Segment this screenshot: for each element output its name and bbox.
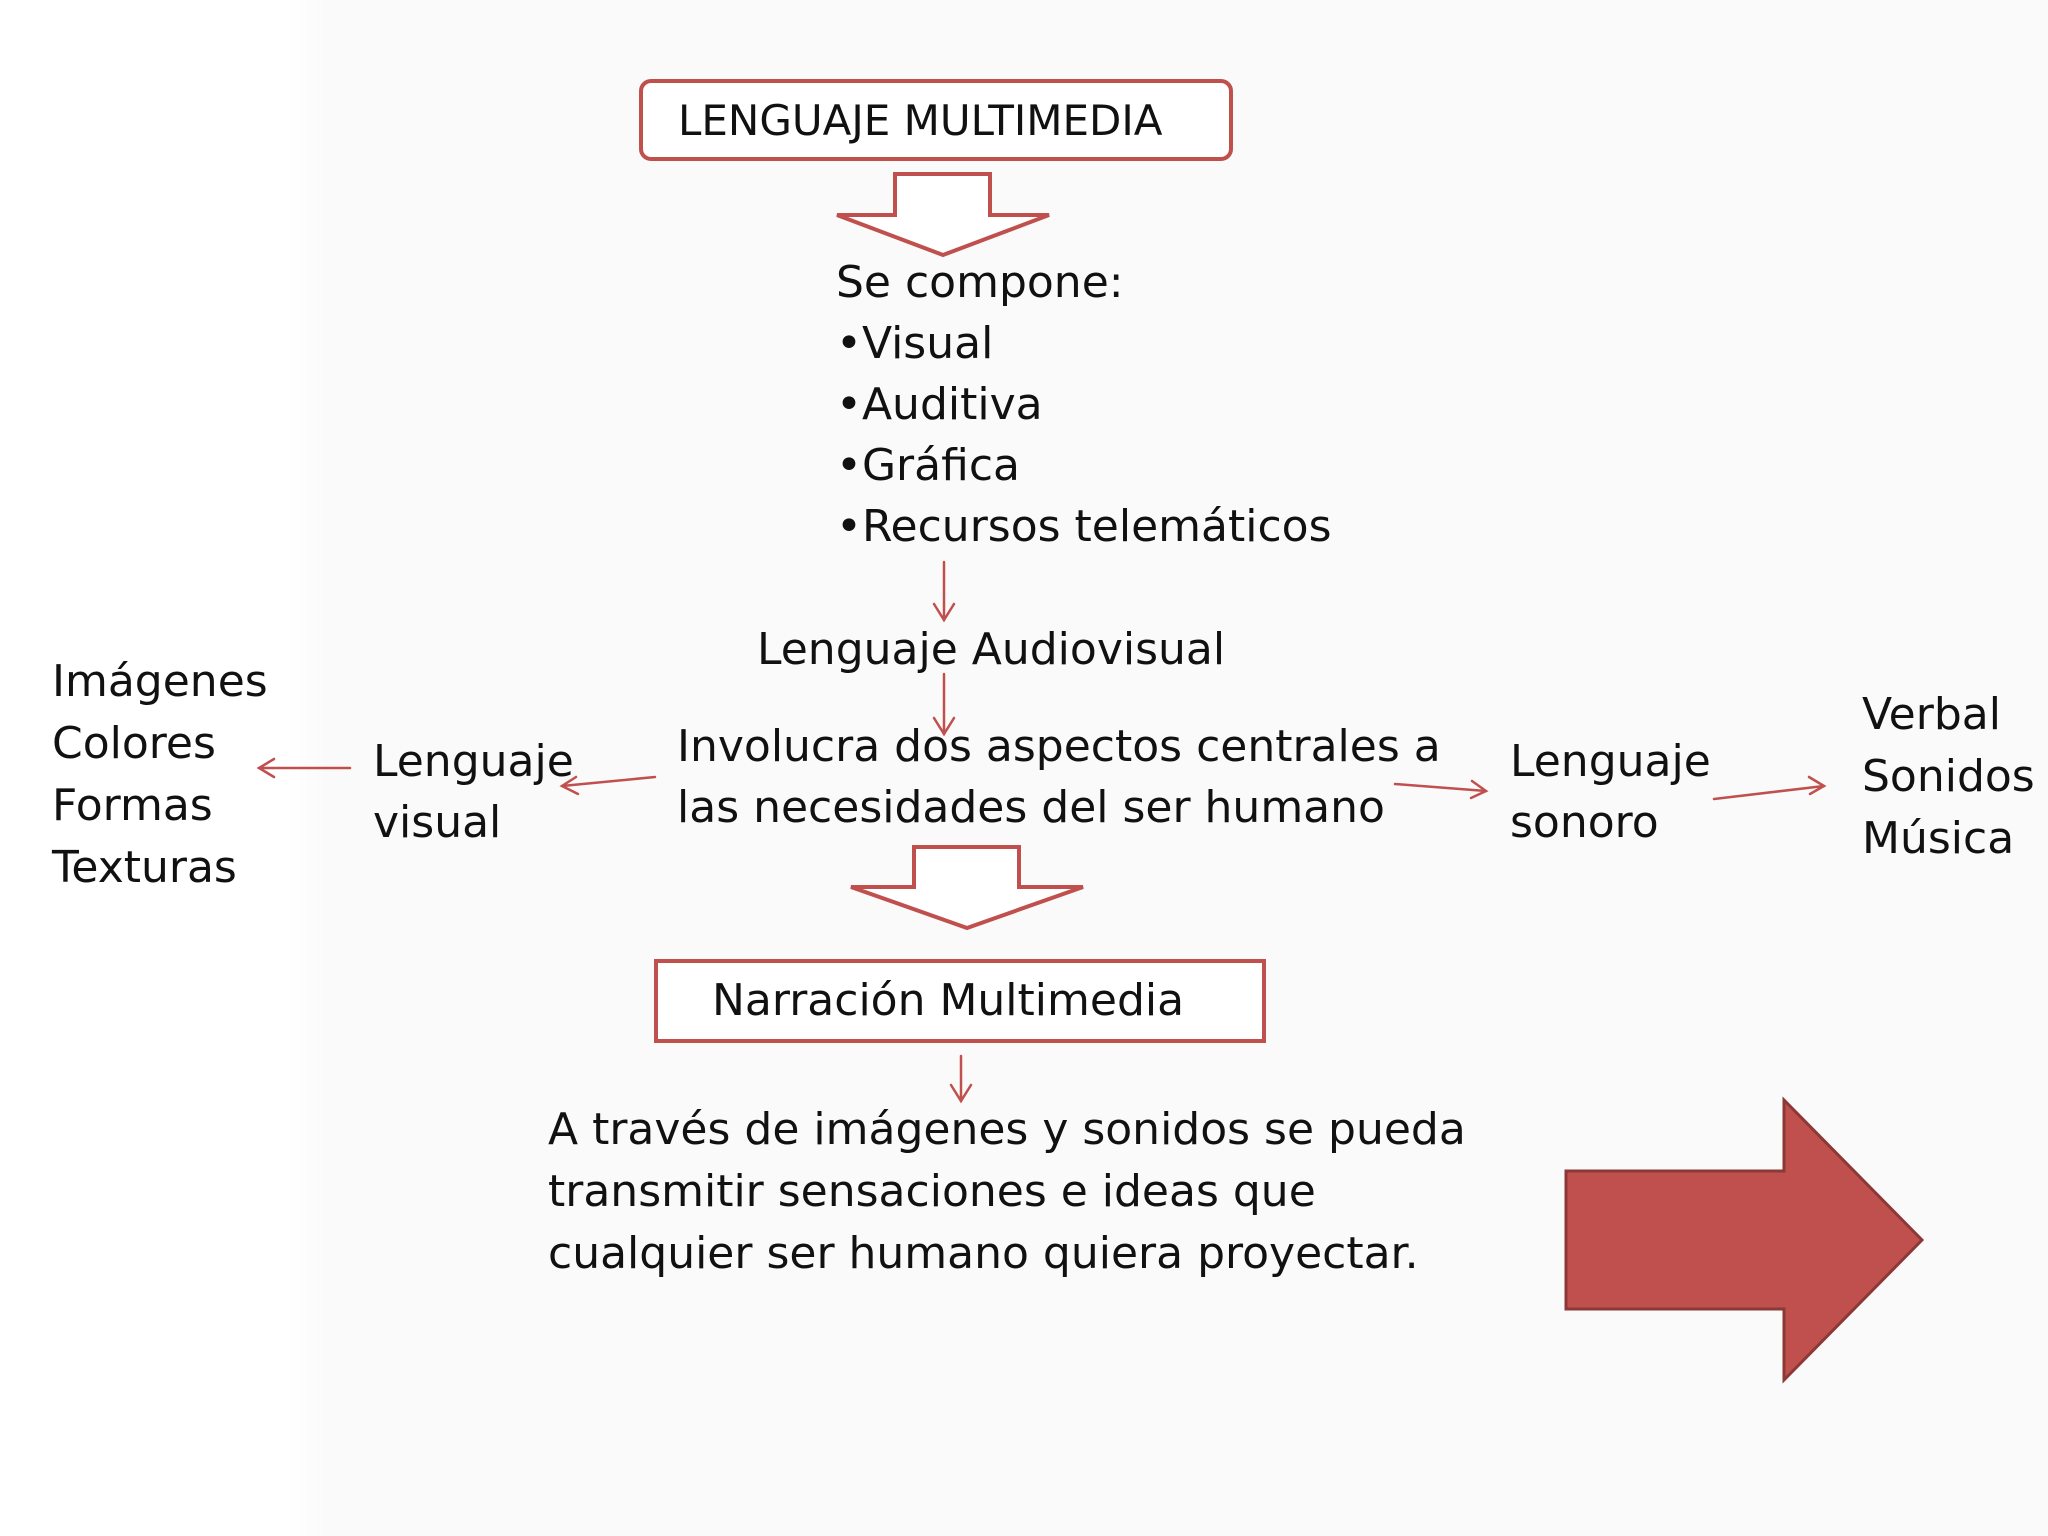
sound-item-sonidos: Sonidos [1862, 751, 2035, 802]
block-arrow-down-top [837, 174, 1049, 255]
connector-sonoro-to-list [1714, 777, 1824, 799]
visual-item-texturas: Texturas [52, 842, 237, 893]
narration-text-line-3: cualquier ser humano quiera proyectar. [548, 1228, 1419, 1279]
composition-list [836, 313, 1332, 557]
connector-narration-to-text [951, 1056, 971, 1101]
title-label: LENGUAJE MULTIMEDIA [678, 96, 1163, 145]
composition-item-recursos: •Recursos telemáticos [836, 501, 1332, 552]
connector-visual-to-list [259, 759, 350, 777]
narration-text-line-1: A través de imágenes y sonidos se pueda [548, 1104, 1466, 1155]
composition-item-auditiva: •Auditiva [836, 379, 1043, 430]
title-box [639, 79, 1233, 161]
central-line-2: las necesidades del ser humano [677, 782, 1385, 833]
narration-label: Narración Multimedia [712, 975, 1185, 1026]
audiovisual-label: Lenguaje Audiovisual [757, 624, 1226, 675]
visual-branch-label-1: Lenguaje [373, 736, 574, 787]
sound-branch-label-1: Lenguaje [1510, 736, 1711, 787]
visual-item-formas: Formas [52, 780, 213, 831]
visual-branch-label-2: visual [373, 797, 502, 848]
visual-item-imagenes: Imágenes [52, 656, 268, 707]
next-arrow-icon[interactable] [1566, 1100, 1922, 1380]
block-arrow-down-middle [851, 847, 1083, 928]
central-line-1: Involucra dos aspectos centrales a [677, 721, 1441, 772]
connector-central-to-sonoro [1395, 781, 1486, 798]
narration-box [654, 959, 1266, 1043]
composition-item-grafica: •Gráfica [836, 440, 1020, 491]
narration-text-line-2: transmitir sensaciones e ideas que [548, 1166, 1316, 1217]
composition-item-visual: •Visual [836, 318, 994, 369]
visual-item-colores: Colores [52, 718, 216, 769]
connector-compone-to-audiovisual [934, 562, 954, 620]
connector-central-to-visual [562, 777, 655, 794]
sound-branch-label-2: sonoro [1510, 797, 1659, 848]
sound-item-verbal: Verbal [1862, 689, 2001, 740]
sound-item-musica: Música [1862, 813, 2015, 864]
composition-heading: Se compone: [836, 257, 1124, 308]
